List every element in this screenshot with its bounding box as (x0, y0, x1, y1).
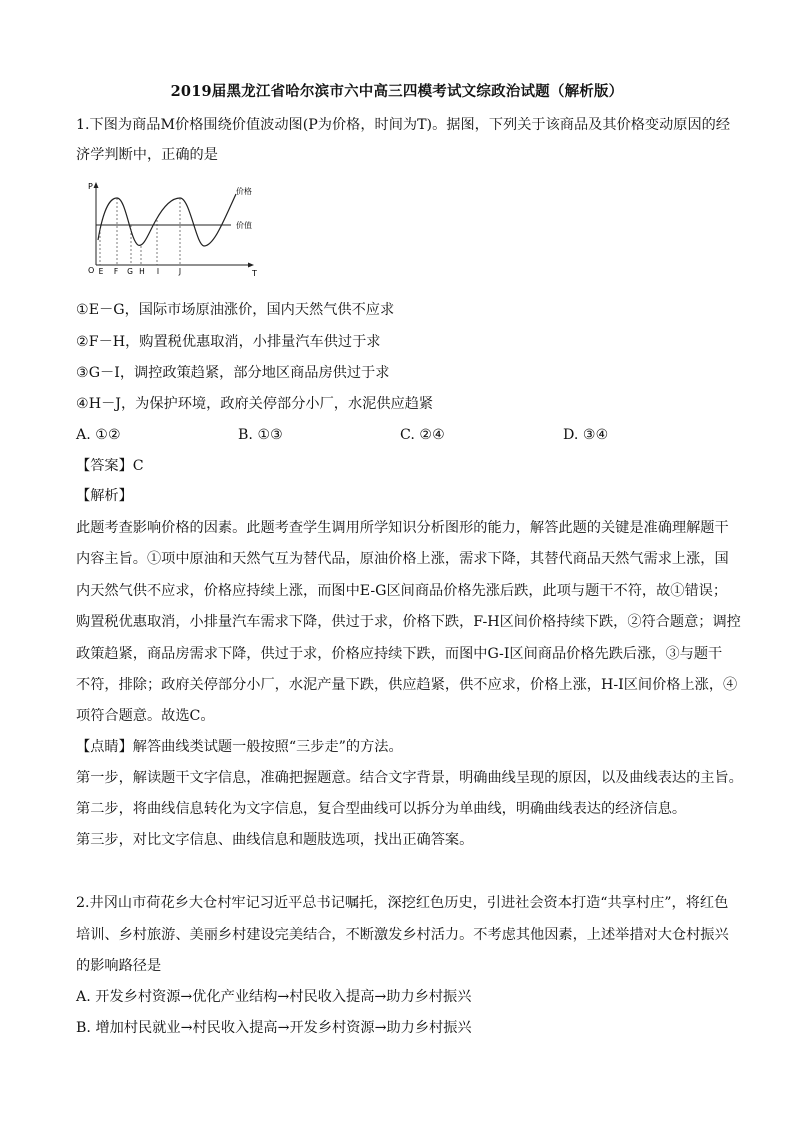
q1-option-a: A. ①② (76, 427, 121, 443)
analysis-line-1: 此题考查影响价格的因素。此题考查学生调用所学知识分析图形的能力，解答此题的关键是准确理解题干 (76, 520, 729, 536)
q1-answer: 【答案】C (76, 458, 144, 474)
tick-label-j: J (178, 267, 182, 276)
q1-analysis-label: 【解析】 (76, 488, 133, 504)
y-axis-label: P (88, 182, 93, 191)
x-tick-labels (99, 267, 181, 276)
q2-option-b: B. 增加村民就业→村民收入提高→开发乡村资源→助力乡村振兴 (76, 1020, 472, 1036)
tick-label-e: E (98, 267, 104, 276)
analysis-line-7: 项符合题意。故选C。 (76, 708, 215, 724)
analysis-line-4: 购置税优惠取消，小排量汽车需求下降，供过于求，价格下跌，F-H区间价格持续下跌，②符合题意；调控 (76, 614, 741, 630)
tip-step-1: 第一步，解读题干文字信息，准确把握题意。结合文字背景，明确曲线呈现的原因，以及曲线表达的主旨。 (76, 770, 743, 786)
price-curve (98, 194, 236, 246)
q1-tip: 【点睛】解答曲线类试题一般按照“三步走”的方法。 (76, 739, 403, 755)
q1-statement-3: ③G－I，调控政策趋紧，部分地区商品房供过于求 (76, 365, 390, 381)
q1-option-d: D. ③④ (563, 427, 609, 443)
y-axis-arrow (94, 182, 99, 188)
tick-label-h: H (139, 267, 145, 276)
price-value-chart (86, 180, 266, 280)
origin-label: O (88, 266, 95, 275)
q2-option-a: A. 开发乡村资源→优化产业结构→村民收入提高→助力乡村振兴 (76, 989, 472, 1005)
x-axis-label: T (252, 269, 257, 278)
tick-label-i: I (156, 267, 160, 276)
q1-statement-4: ④H－J，为保护环境，政府关停部分小厂，水泥供应趋紧 (76, 396, 434, 412)
analysis-line-3: 内天然气供不应求，价格应持续上涨，而图中E-G区间商品价格先涨后跌，此项与题干不符，故①错误； (76, 583, 728, 599)
q2-stem-line2: 培训、乡村旅游、美丽乡村建设完美结合，不断激发乡村活力。不考虑其他因素，上述举措对大仓村振兴 (76, 927, 729, 943)
tip-step-3: 第三步，对比文字信息、曲线信息和题肢选项，找出正确答案。 (76, 832, 474, 848)
q2-stem-line3: 的影响路径是 (76, 958, 162, 974)
guide-lines (100, 198, 180, 265)
page-title: 2019届黑龙江省哈尔滨市六中高三四模考试文综政治试题（解析版） (170, 83, 624, 100)
analysis-line-5: 政策趋紧，商品房需求下降，供过于求，价格应持续下跌，而图中G-I区间商品价格先跌后涨，③与题干 (76, 646, 723, 662)
series-label-price: 价格 (236, 187, 252, 196)
q2-stem-line1: 2.井冈山市荷花乡大仓村牢记习近平总书记嘱托，深挖红色历史，引进社会资本打造“共享村庄”，将红色 (76, 895, 729, 911)
q1-option-c: C. ②④ (400, 427, 445, 443)
analysis-line-2: 内容主旨。①项中原油和天然气互为替代品，原油价格上涨，需求下降，其替代商品天然气需求上涨，国 (76, 551, 729, 567)
q1-stem-line2: 济学判断中，正确的是 (76, 147, 218, 163)
tick-label-f: F (113, 267, 119, 276)
tip-step-2: 第二步，将曲线信息转化为文字信息，复合型曲线可以拆分为单曲线，明确曲线表达的经济信息。 (76, 801, 687, 817)
q1-statement-1: ①E－G，国际市场原油涨价，国内天然气供不应求 (76, 302, 395, 318)
q1-stem-line1: 1.下图为商品M价格围绕价值波动图(P为价格，时间为T)。据图，下列关于该商品及其价格变动原因的经 (76, 117, 731, 133)
series-label-value: 价值 (236, 221, 252, 230)
q1-statement-2: ②F－H，购置税优惠取消，小排量汽车供过于求 (76, 334, 381, 350)
x-axis-arrow (248, 263, 254, 268)
analysis-line-6: 不符，排除；政府关停部分小厂，水泥产量下跌，供应趋紧，供不应求，价格上涨，H-I区间价格上涨，④ (76, 677, 738, 693)
q1-option-b: B. ①③ (238, 427, 283, 443)
tick-label-g: G (127, 267, 133, 276)
